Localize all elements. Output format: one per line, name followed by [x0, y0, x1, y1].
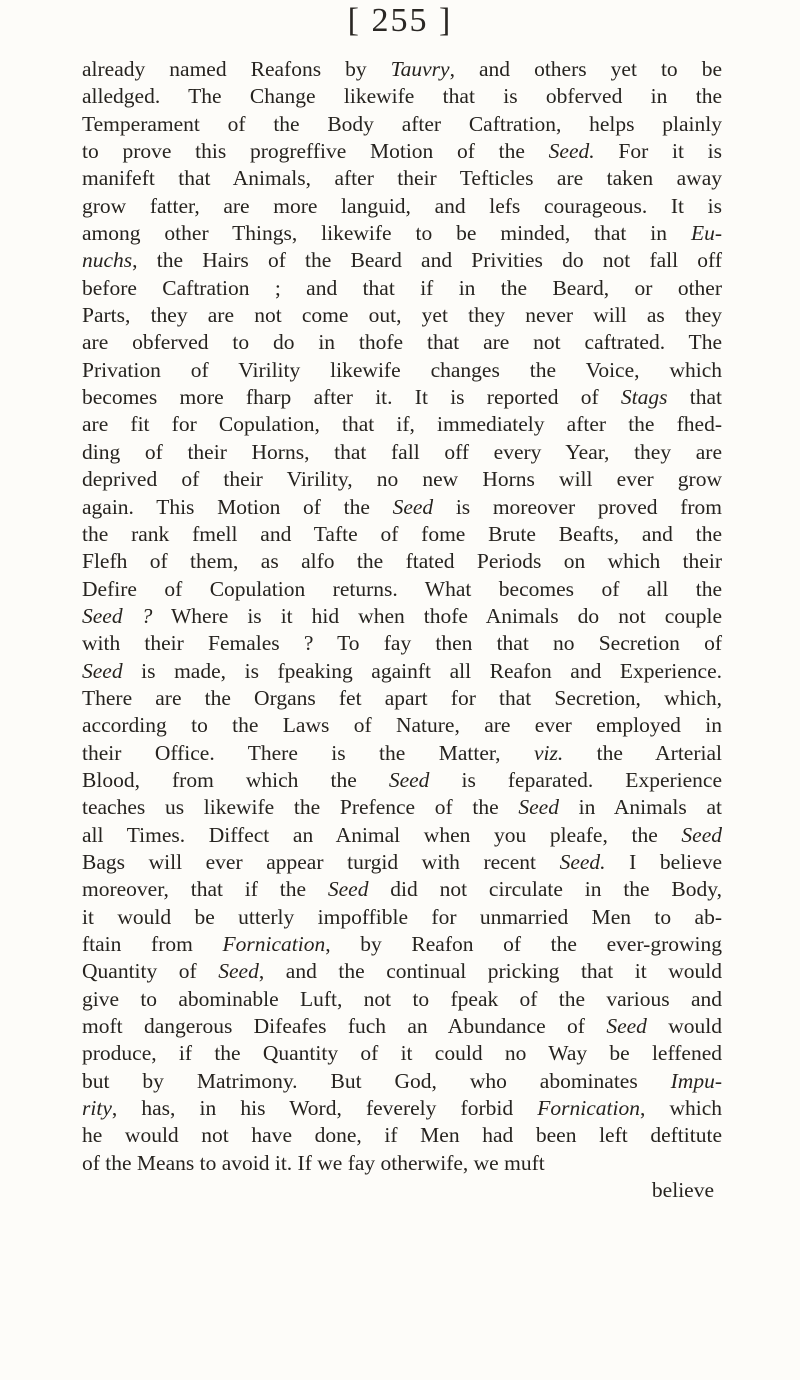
- text-line: becomes more fharp after it. It is reported of Stags that: [82, 385, 722, 410]
- catchword: believe: [651, 1178, 714, 1203]
- italic-term: nuchs: [82, 248, 133, 273]
- text-line: Privation of Virility likewife changes the Voice, which: [82, 357, 722, 382]
- text-line: alledged. The Change likewife that is obferved in the: [82, 84, 722, 109]
- text-line: but by Matrimony. But God, who abominates Impu-: [82, 1068, 722, 1093]
- italic-term: Stags: [620, 385, 668, 410]
- italic-term: Seed ?: [82, 603, 153, 628]
- text-line: Seed ? Where is it hid when thofe Animals do not couple: [82, 603, 723, 628]
- italic-term: Seed: [518, 795, 559, 820]
- text-line: Temperament of the Body after Caftration, helps plainly: [82, 111, 722, 136]
- text-line: according to the Laws of Nature, are ever employed in: [82, 713, 722, 738]
- italic-term: viz.: [533, 740, 564, 765]
- text-line: deprived of their Virility, no new Horns will ever grow: [82, 467, 722, 492]
- text-line: ftain from Fornication, by Reafon of the ever-growing: [82, 932, 722, 956]
- text-line: all Times. Diffect an Animal when you pleafe, the Seed: [82, 822, 722, 847]
- text-line: before Caftration ; and that if in the Beard, or other: [82, 275, 722, 300]
- italic-term: Seed: [82, 658, 123, 683]
- text-line: Seed is made, is fpeaking againft all Reafon and Experience.: [82, 658, 722, 683]
- text-line: it would be utterly impoffible for unmarried Men to ab-: [82, 904, 722, 929]
- text-line: Defire of Copulation returns. What becomes of all the: [82, 576, 722, 601]
- text-line: already named Reafons by Tauvry, and others yet to be: [82, 57, 722, 81]
- text-line: ding of their Horns, that fall off every Year, they are: [82, 439, 722, 464]
- text-line: with their Females ? To fay then that no Secretion of: [82, 631, 722, 656]
- text-line: of the Means to avoid it. If we fay otherwife, we muft: [82, 1150, 545, 1175]
- text-line: There are the Organs fet apart for that Secretion, which,: [82, 685, 722, 710]
- italic-term: Seed: [218, 959, 259, 984]
- text-line: manifeft that Animals, after their Tefticles are taken away: [82, 166, 722, 191]
- text-line: moreover, that if the Seed did not circulate in the Body,: [82, 877, 722, 902]
- text-line: Blood, from which the Seed is feparated. Experience: [82, 767, 722, 792]
- italic-term: Seed: [681, 822, 722, 847]
- text-line: nuchs, the Hairs of the Beard and Privities do not fall off: [82, 248, 722, 273]
- italic-term: Impu-: [670, 1068, 722, 1093]
- text-line: Parts, they are not come out, yet they never will as they: [82, 303, 722, 328]
- text-line: among other Things, likewife to be minded, that in Eu-: [82, 221, 722, 246]
- text-line: grow fatter, are more languid, and lefs courageous. It is: [82, 193, 722, 218]
- italic-term: Seed.: [548, 139, 595, 164]
- text-line: give to abominable Luft, not to fpeak of the various and: [82, 986, 722, 1011]
- italic-term: Eu-: [690, 221, 722, 246]
- italic-term: Seed: [606, 1014, 647, 1039]
- text-line: their Office. There is the Matter, viz. the Arterial: [82, 740, 722, 765]
- text-line: he would not have done, if Men had been left deftitute: [82, 1123, 722, 1148]
- page-number: [ 255 ]: [347, 2, 453, 39]
- italic-term: Seed: [388, 767, 430, 792]
- text-line: the rank fmell and Tafte of fome Brute Beafts, and the: [82, 521, 722, 546]
- italic-term: Fornication: [222, 932, 326, 956]
- italic-term: Seed: [392, 494, 434, 519]
- text-line: teaches us likewife the Prefence of the Seed in Animals at: [82, 795, 722, 820]
- text-line: rity, has, in his Word, feverely forbid Fornication, which: [82, 1096, 723, 1121]
- text-line: Quantity of Seed, and the continual pricking that it would: [82, 959, 722, 984]
- text-line: Bags will ever appear turgid with recent Seed. I believe: [82, 849, 722, 874]
- italic-term: Fornication: [537, 1096, 640, 1121]
- text-line: are fit for Copulation, that if, immediately after the fhed-: [82, 412, 722, 437]
- italic-term: rity: [82, 1096, 112, 1121]
- text-line: produce, if the Quantity of it could no Way be leffened: [82, 1041, 722, 1066]
- italic-term: Tauvry: [390, 57, 450, 81]
- text-line: Flefh of them, as alfo the ftated Periods on which their: [82, 549, 722, 574]
- body-text: [82, 56, 722, 1204]
- text-line: to prove this progreffive Motion of the Seed. For it is: [82, 139, 722, 164]
- text-line: again. This Motion of the Seed is moreover proved from: [82, 494, 723, 519]
- italic-term: Seed: [327, 877, 369, 902]
- text-line: moft dangerous Difeafes fuch an Abundance of Seed would: [82, 1014, 722, 1039]
- italic-term: Seed.: [559, 849, 606, 874]
- text-line: are obferved to do in thofe that are not caftrated. The: [82, 330, 722, 355]
